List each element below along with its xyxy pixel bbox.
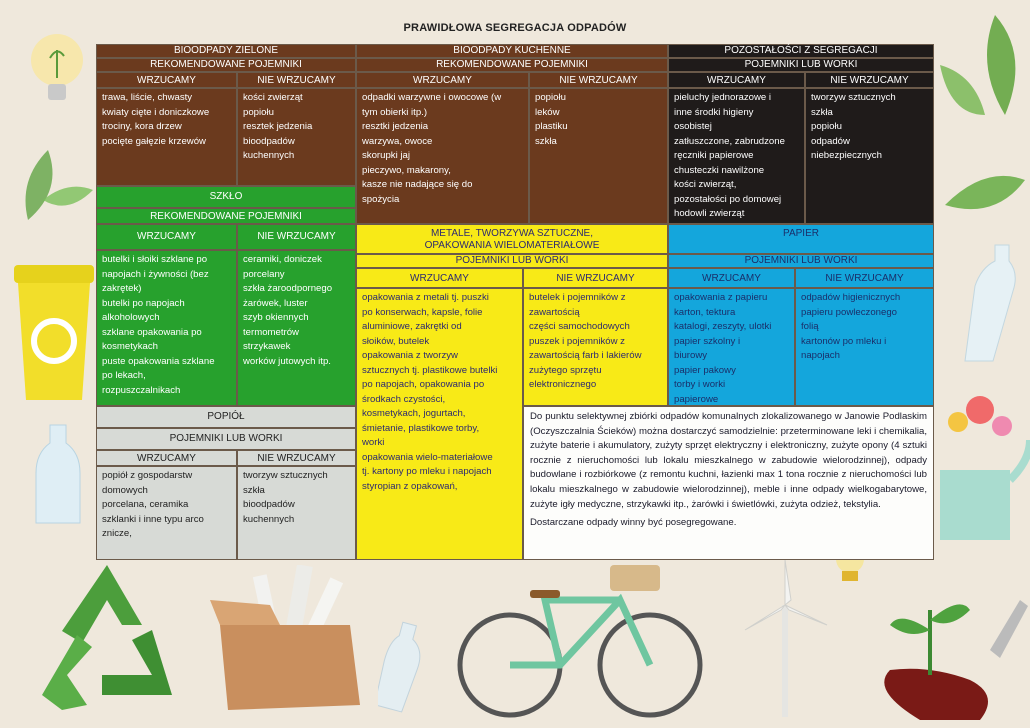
- popiol-no-list: tworzyw sztucznych szkła bioodpadów kuchennych: [237, 466, 356, 560]
- plastic-bottle-icon: [955, 240, 1025, 370]
- bio-zielone-no-label: NIE WRZUCAMY: [237, 72, 356, 88]
- szklo-header: SZKŁO: [96, 186, 356, 208]
- metale-header: [356, 224, 668, 254]
- metale-header-line2: OPAKOWANIA WIELOMATERIAŁOWE: [424, 240, 600, 251]
- bio-kuchenne-no-label: NIE WRZUCAMY: [529, 72, 668, 88]
- metale-header-line1: METALE, TWORZYWA SZTUCZNE,: [430, 228, 594, 239]
- bio-zielone-no-list: kości zwierząt popiołu resztek jedzenia bioodpadów kuchennych: [237, 88, 356, 186]
- plastic-bottle-icon: [378, 615, 438, 715]
- metale-container: POJEMNIKI LUB WORKI: [356, 254, 668, 268]
- pozostalosci-no-label: NIE WRZUCAMY: [805, 72, 934, 88]
- popiol-yes-list: popiół z gospodarstw domowych porcelana, ceramika szklanki i inne typu arco znicze,: [96, 466, 237, 560]
- pozostalosci-header: POZOSTAŁOŚCI Z SEGREGACJI: [668, 44, 934, 58]
- popiol-container: POJEMNIKI LUB WORKI: [96, 428, 356, 450]
- metale-yes-list: opakowania z metali tj. puszki po konserwach, kapsle, folie aluminiowe, zakrętki od słoików, butelek opakowania z tworzyw sztucznych tj. plastikowe butelki po napojach, opakowania po środkach czystości, kosmetykach, jogurtach, śmietanie, plastikowe torby, worki opakowania wielo-materiałowe tj. kartony po mleku i napojach styropian z opakowań,: [356, 288, 523, 560]
- pszok-info-note: Dostarczane odpady winny być posegregowane.: [530, 517, 737, 529]
- pozostalosci-yes-list: pieluchy jednorazowe i inne środki higieny osobistej zatłuszczone, zabrudzone ręczniki papierowe chusteczki nawilżone kości zwierząt, pozostałości po domowej hodowli zwierząt: [668, 88, 805, 224]
- papier-yes-list: opakowania z papieru karton, tektura katalogi, zeszyty, ulotki papier szkolny i biurowy papier pakowy torby i worki papierowe: [668, 288, 795, 406]
- pozostalosci-no-list: tworzyw sztucznych szkła popiołu odpadów niebezpiecznych: [805, 88, 934, 224]
- plastic-bottle-icon: [28, 420, 88, 530]
- popiol-no-label: NIE WRZUCAMY: [237, 450, 356, 466]
- papier-container: POJEMNIKI LUB WORKI: [668, 254, 934, 268]
- bio-zielone-container: REKOMENDOWANE POJEMNIKI: [96, 58, 356, 72]
- pszok-info-paragraph: Do punktu selektywnej zbiórki odpadów komunalnych zlokalizowanego w Janowie Podlaskim (Oczyszczalnia Ścieków) można dostarczyć samodzielnie: przeterminowane leki i chemikalia, zużyte baterie i akumulatory, zużyty sprzęt elektryczny i elektroniczny, zużyte opony (4 sztuki rocznie z nieruchomości lub lokalu mieszkalnego w zabudowie wielorodzinnej), odpady budowlane i rozbiórkowe (z remontu kuchni, łazienki max 1 tona rocznie z nieruchomości lub lokalu mieszkalnego w zabudowie wielorodzinnej), meble i inne odpady wielkogabarytowe, zużyte igły medyczne, strzykawki itp., żarówki i świetlówki, zużyta odzież, tekstylia.: [530, 411, 927, 510]
- bio-kuchenne-container: REKOMENDOWANE POJEMNIKI: [356, 58, 668, 72]
- szklo-yes-label: WRZUCAMY: [96, 224, 237, 250]
- metale-yes-label: WRZUCAMY: [356, 268, 523, 288]
- cardboard-box-icon: [210, 565, 370, 715]
- pozostalosci-yes-label: WRZUCAMY: [668, 72, 805, 88]
- lightbulb-icon: [22, 28, 92, 108]
- papier-header: PAPIER: [668, 224, 934, 254]
- szklo-container: REKOMENDOWANE POJEMNIKI: [96, 208, 356, 224]
- papier-yes-label: WRZUCAMY: [668, 268, 795, 288]
- watering-can-icon: [930, 380, 1030, 550]
- bicycle-icon: [450, 555, 710, 725]
- page-title: PRAWIDŁOWA SEGREGACJA ODPADÓW: [403, 22, 627, 34]
- popiol-header: POPIÓŁ: [96, 406, 356, 428]
- bio-kuchenne-yes-list: odpadki warzywne i owocowe (w tym obierki itp.) resztki jedzenia warzywa, owoce skorupki jaj pieczywo, makarony, kasze nie nadające się do spożycia: [356, 88, 529, 224]
- metale-no-label: NIE WRZUCAMY: [523, 268, 668, 288]
- papier-no-list: odpadów higienicznych papieru powleczonego folią kartonów po mleku i napojach: [795, 288, 934, 406]
- bio-zielone-header: BIOODPADY ZIELONE: [96, 44, 356, 58]
- bio-kuchenne-header: BIOODPADY KUCHENNE: [356, 44, 668, 58]
- seedling-icon: [850, 570, 1030, 720]
- recycle-bin-icon: [8, 255, 100, 405]
- bio-kuchenne-no-list: popiołu leków plastiku szkła: [529, 88, 668, 224]
- metale-no-list: butelek i pojemników z zawartością części samochodowych puszek i pojemników z zawartością farb i lakierów zużytego sprzętu elektronicznego: [523, 288, 668, 406]
- szklo-yes-list: butelki i słoiki szklane po napojach i żywności (bez zakrętek) butelki po napojach alkoholowych szklane opakowania po kosmetykach puste opakowania szklane po lekach, rozpuszczalnikach: [96, 250, 237, 406]
- popiol-yes-label: WRZUCAMY: [96, 450, 237, 466]
- bio-zielone-yes-list: trawa, liście, chwasty kwiaty cięte i doniczkowe trociny, kora drzew pocięte gałęzie krzewów: [96, 88, 237, 186]
- papier-no-label: NIE WRZUCAMY: [795, 268, 934, 288]
- pszok-info-box: [523, 406, 934, 560]
- bio-kuchenne-yes-label: WRZUCAMY: [356, 72, 529, 88]
- pozostalosci-container: POJEMNIKI LUB WORKI: [668, 58, 934, 72]
- leaf-icon: [8, 140, 98, 230]
- leaf-icon: [935, 5, 1030, 255]
- szklo-no-list: ceramiki, doniczek porcelany szkła żaroodpornego żarówek, luster szyb okiennych termometrów strzykawek worków jutowych itp.: [237, 250, 356, 406]
- szklo-no-label: NIE WRZUCAMY: [237, 224, 356, 250]
- bio-zielone-yes-label: WRZUCAMY: [96, 72, 237, 88]
- recycle-symbol-icon: [22, 555, 192, 715]
